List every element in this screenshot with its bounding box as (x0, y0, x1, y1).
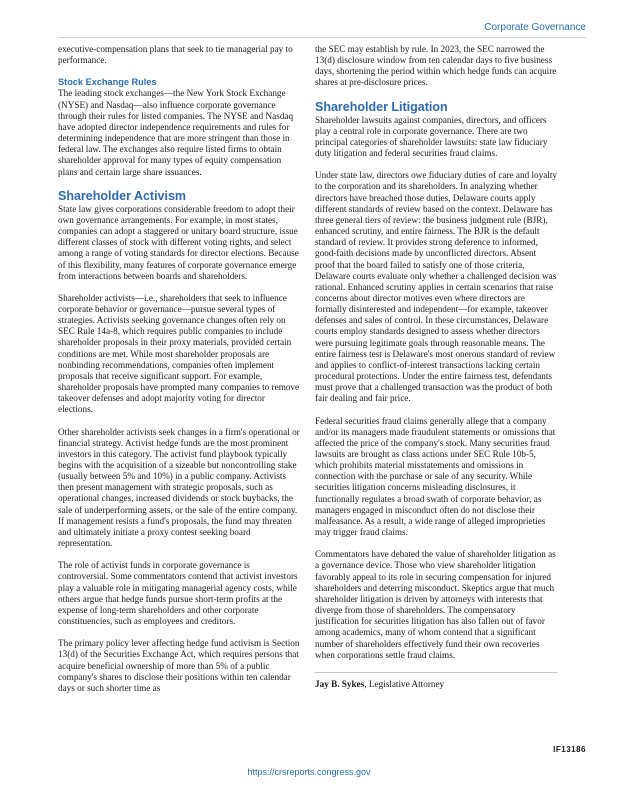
right-column (315, 44, 558, 690)
author-divider (315, 672, 558, 673)
paragraph-activism-2: Shareholder activists—i.e., shareholders that seek to influence corporate behavior or governance—pursue several types of strategies. Activists seeking governance changes often rely on SEC Rule 14a-8, which requires public companies to include shareholder proposals in their proxy materials, provided certain conditions are met. While most shareholder proposals are nonbinding recommendations, companies often implement proposals that receive significant support. For example, shareholder proposals have prompted many companies to remove takeover defenses and adopt majority voting for director elections. (58, 292, 300, 415)
paragraph-litigation-3: Federal securities fraud claims generally allege that a company and/or its managers made fraudulent statements or omissions that affected the price of the company's stock. Many securities fraud lawsuits are brought as class actions under SEC Rule 10b-5, which prohibits material misstatements and omissions in connection with the purchase or sale of any security. While securities litigation concerns misleading disclosures, it functionally regulates a broad swath of corporate behavior, as managers engaged in misconduct often do not disclose their malfeasance. As a result, a wide range of alleged improprieties may trigger fraud claims. (315, 415, 556, 538)
footer-url-link[interactable]: https://crsreports.congress.gov (247, 767, 371, 777)
paragraph-litigation-1: Shareholder lawsuits against companies, directors, and officers play a central role in corporate governance. There are two principal categories of shareholder lawsuits: state law fiduciary duty litigation and federal securities fraud claims. (315, 114, 548, 159)
series-label: Corporate Governance (484, 22, 586, 33)
stock-exchange-heading: Stock Exchange Rules (58, 77, 157, 88)
paragraph-litigation-4: Commentators have debated the value of shareholder litigation as a governance device. Those who view shareholder litigation favorably appeal to its role in securing compensation for injured shareholders and deterring misconduct. Skeptics argue that much shareholder litigation is driven by attorneys with interests that diverge from those of shareholders. The compensatory justification for securities litigation has also fallen out of favor among academics, many of whom contend that a significant number of shareholders effectively fund their own recoveries when corporations settle fraud claims. (315, 549, 556, 660)
paragraph-activism-5: The primary policy lever affecting hedge fund activism is Section 13(d) of the Securities Exchange Act, which requires persons that acquire beneficial ownership of more than 5% of a public company's shares to disclose their positions within ten calendar days or such shorter time as (58, 638, 300, 693)
paragraph-activism-3: Other shareholder activists seek changes in a firm's operational or financial strategy. Activist hedge funds are the most prominent investors in this category. The activist fund playbook typically begins with the acquisition of a sizeable but noncontrolling stake (usually between 5% and 10%) in a public company. Activists then present management with strategic proposals, such as operational changes, increased dividends or stock buybacks, the sale of underperforming assets, or the sale of the entire company. If management resists a fund's proposals, the fund may threaten and ultimately initiate a proxy contest seeking board representation. (58, 426, 300, 549)
shareholder-activism-heading: Shareholder Activism (58, 188, 187, 203)
author-line (315, 679, 558, 690)
paragraph-activism-1: State law gives corporations considerable freedom to adopt their own governance arrangements. For example, in most states, companies can adopt a staggered or unitary board structure, issue different classes of stock with different voting rights, and select among a range of voting standards for director elections. Because of this flexibility, many features of corporate governance emerge from interactions between boards and shareholders. (58, 203, 299, 281)
author-name: Jay B. Sykes (315, 678, 365, 689)
left-column (58, 44, 301, 705)
paragraph-litigation-2: Under state law, directors owe fiduciary duties of care and loyalty to the corporation and its shareholders. In analyzing whether directors have breached those duties, Delaware courts apply different standards of review based on the context. Delaware has three general tiers of review: the business judgment rule (BJR), enhanced scrutiny, and entire fairness. The BJR is the default standard of review. It provides strong deference to informed, good-faith decisions made by unconflicted directors. Absent proof that the board failed to satisfy one of those criteria, Delaware courts evaluate only whether a challenged decision was rational. Enhanced scrutiny applies in certain scenarios that raise concerns about director motives even where directors are formally disinterested and independent—for example, takeover defenses and sales of control. In these circumstances, Delaware courts employ standards designed to assess whether directors were pursuing legitimate goals through reasonable means. The entire fairness test is Delaware's most onerous standard of review and applies to conflict-of-interest transactions lacking certain procedural protections. Under the entire fairness test, defendants must prove that a challenged transaction was the product of both fair dealing and fair price. (315, 170, 558, 404)
paragraph-stock-exchange: The leading stock exchanges—the New York Stock Exchange (NYSE) and Nasdaq—also influence corporate governance through their rules for listed companies. The NYSE and Nasdaq have adopted director independence requirements and rules for determining independence that are more stringent than those in federal law. The exchanges also require listed firms to obtain shareholder approval for many types of equity compensation plans and certain large share issuances. (58, 88, 294, 177)
paragraph-continued: executive-compensation plans that seek to tie managerial pay to performance. (58, 44, 293, 66)
header-divider (58, 37, 586, 38)
shareholder-litigation-heading: Shareholder Litigation (315, 99, 448, 114)
document-id: IF13186 (553, 745, 586, 754)
paragraph-activism-4: The role of activist funds in corporate governance is controversial. Some commentators contend that activist investors play a valuable role in mitigating managerial agency costs, while others argue that hedge funds pursue short-term profits at the expense of long-term shareholders and other corporate constituencies, such as employees and creditors. (58, 560, 298, 627)
author-title: , Legislative Attorney (364, 678, 445, 689)
paragraph-continued-right: the SEC may establish by rule. In 2023, the SEC narrowed the 13(d) disclosure window from ten calendar days to five business days, shortening the period within which hedge funds can acquire shares at pre-disclosure prices. (315, 44, 557, 88)
